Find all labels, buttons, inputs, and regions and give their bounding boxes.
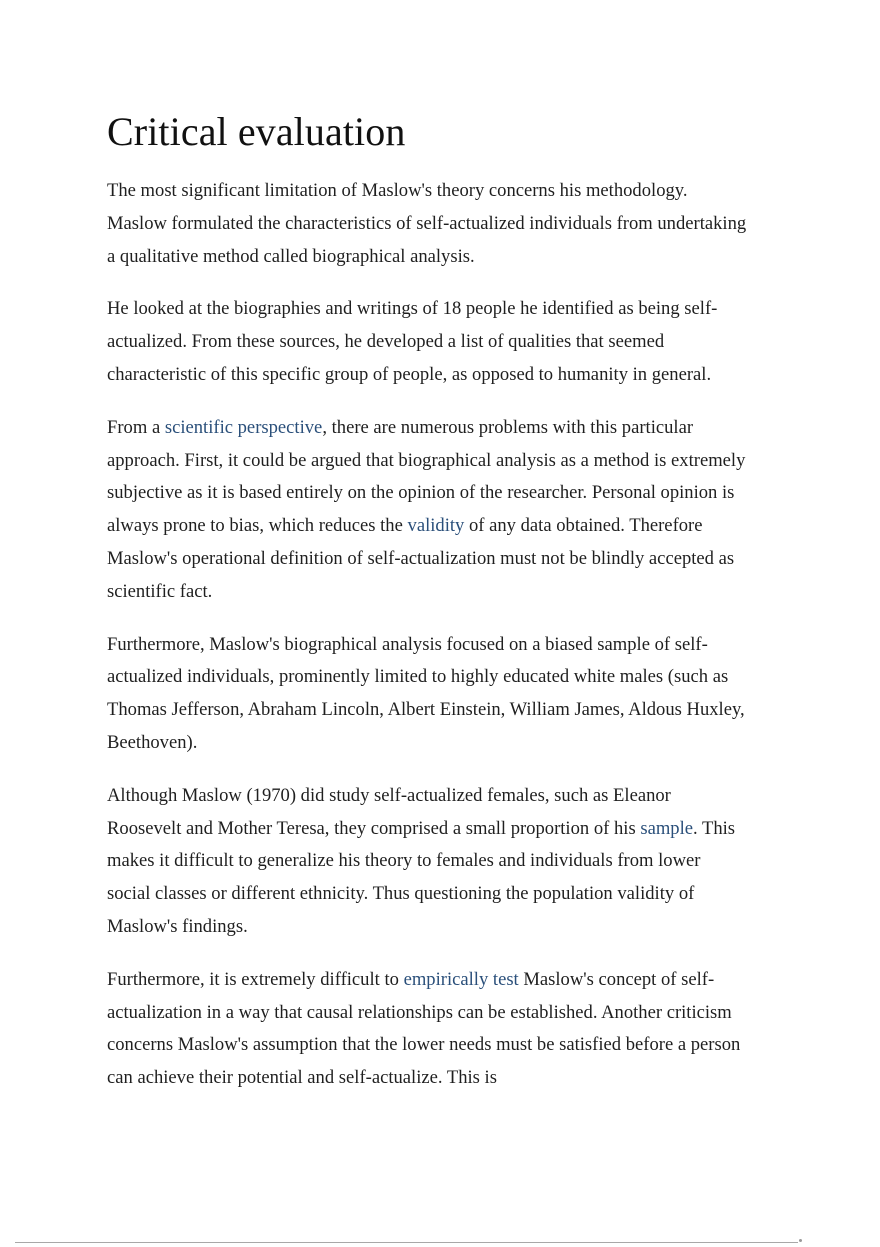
text-segment: Furthermore, it is extremely difficult to [107,968,404,990]
text-segment: , there are numerous problems with this particular approach. First, it could be argued that biographical analysis as a method is extremely subjective as it is based entirely on the opinion of the researcher. Personal opinion is always prone to bias, which reduces the [107,416,746,537]
text-segment: . This makes it difficult to generalize his theory to females and individuals from lower social classes or different ethnicity. Thus questioning the population validity of Maslow's findings. [107,817,736,937]
text-segment: Maslow's concept of self-actualization in a way that causal relationships can be established. Another criticism concerns Maslow's assumption that the lower needs must be satisfied before a person can achieve their potential and self-actualize. This is [107,968,741,1089]
paragraph-biased-sample: Furthermore, Maslow's biographical analysis focused on a biased sample of self-actualized individuals, prominently limited to highly educated white males (such as Thomas Jefferson, Abraham Lincoln, Albert Einstein, William James, Aldous Huxley, Beethoven). [107,633,745,753]
paragraph-biographies: He looked at the biographies and writings of 18 people he identified as being self-actualized. From these sources, he developed a list of qualities that seemed characteristic of this specific group of people, as opposed to humanity in general. [107,298,718,385]
footer-divider [15,1242,798,1243]
section-heading: Critical evaluation [107,109,406,154]
article-body [107,108,747,1095]
link-validity[interactable]: validity [407,515,465,537]
footer-mark [799,1239,802,1242]
link-sample[interactable]: sample [640,817,693,839]
paragraph-female-sample [107,780,747,944]
paragraph-methodology: The most significant limitation of Maslow's theory concerns his methodology. Maslow formulated the characteristics of self-actualized individuals from undertaking a qualitative method called biographical analysis. [107,180,747,267]
link-empirically-test[interactable]: empirically test [403,968,519,990]
text-segment: of any data obtained. Therefore Maslow's operational definition of self-actualization must not be blindly accepted as scientific fact. [107,515,735,602]
text-segment: From a [107,416,165,438]
link-scientific-perspective[interactable]: scientific perspective [164,416,323,438]
paragraph-empirical-testing [107,964,747,1095]
paragraph-scientific-perspective [107,412,747,609]
text-segment: Although Maslow (1970) did study self-actualized females, such as Eleanor Roosevelt and Mother Teresa, they comprised a small proportion of his [107,784,671,839]
